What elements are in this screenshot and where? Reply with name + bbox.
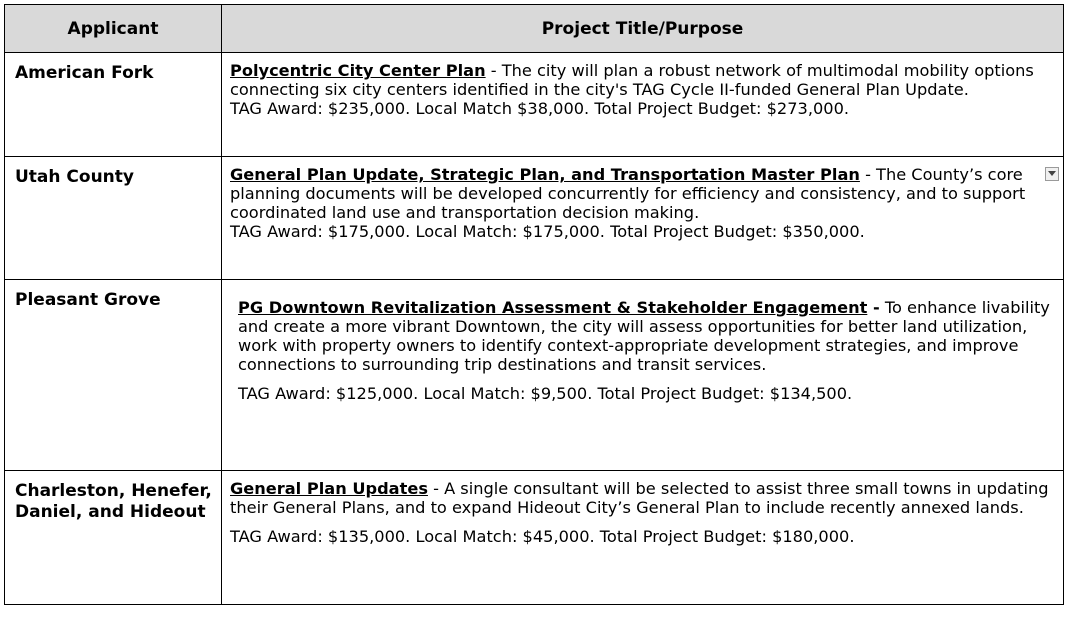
- project-title-suffix: -: [867, 298, 880, 317]
- applicant-cell: Charleston, Henefer, Daniel, and Hideout: [5, 471, 222, 605]
- project-amounts: TAG Award: $175,000. Local Match: $175,000. Total Project Budget: $350,000.: [230, 222, 865, 241]
- project-title: Polycentric City Center Plan: [230, 61, 486, 80]
- project-cell: [222, 53, 1064, 157]
- project-amounts: TAG Award: $135,000. Local Match: $45,000. Total Project Budget: $180,000.: [230, 527, 855, 546]
- projects-table: [4, 4, 1064, 605]
- project-cell: [222, 157, 1064, 280]
- table-row: [5, 53, 1064, 157]
- dropdown-arrow-button[interactable]: [1045, 167, 1059, 181]
- table-row: [5, 280, 1064, 471]
- project-description: To enhance livability and create a more vibrant Downtown, the city will assess opportunities for better land utilization, work with property owners to identify context-appropriate development strategies, and improve connections to surrounding trip destinations and transit services.: [238, 298, 1050, 374]
- chevron-down-icon: [1048, 171, 1056, 176]
- project-amounts: TAG Award: $125,000. Local Match: $9,500. Total Project Budget: $134,500.: [238, 384, 853, 403]
- project-title: General Plan Update, Strategic Plan, and Transportation Master Plan: [230, 165, 860, 184]
- applicant-cell: Pleasant Grove: [5, 280, 222, 471]
- applicant-cell: American Fork: [5, 53, 222, 157]
- project-amounts: TAG Award: $235,000. Local Match $38,000. Total Project Budget: $273,000.: [230, 99, 850, 118]
- project-description: - The County’s core planning documents will be developed concurrently for efficiency and consistency, and to support coordinated land use and transportation decision making.: [230, 165, 1026, 222]
- project-description: - A single consultant will be selected to assist three small towns in updating their General Plans, and to expand Hideout City’s General Plan to include recently annexed lands.: [230, 479, 1049, 517]
- project-description: - The city will plan a robust network of multimodal mobility options connecting six city centers identified in the city's TAG Cycle II-funded General Plan Update.: [230, 61, 1034, 99]
- table-row: [5, 471, 1064, 605]
- table-header-row: [5, 5, 1064, 53]
- header-project-title: Project Title/Purpose: [222, 5, 1064, 53]
- table-row: [5, 157, 1064, 280]
- project-title: PG Downtown Revitalization Assessment & Stakeholder Engagement: [238, 298, 868, 317]
- project-title: General Plan Updates: [230, 479, 428, 498]
- header-applicant: Applicant: [5, 5, 222, 53]
- project-cell: [222, 471, 1064, 605]
- applicant-cell: Utah County: [5, 157, 222, 280]
- project-cell: [222, 280, 1064, 471]
